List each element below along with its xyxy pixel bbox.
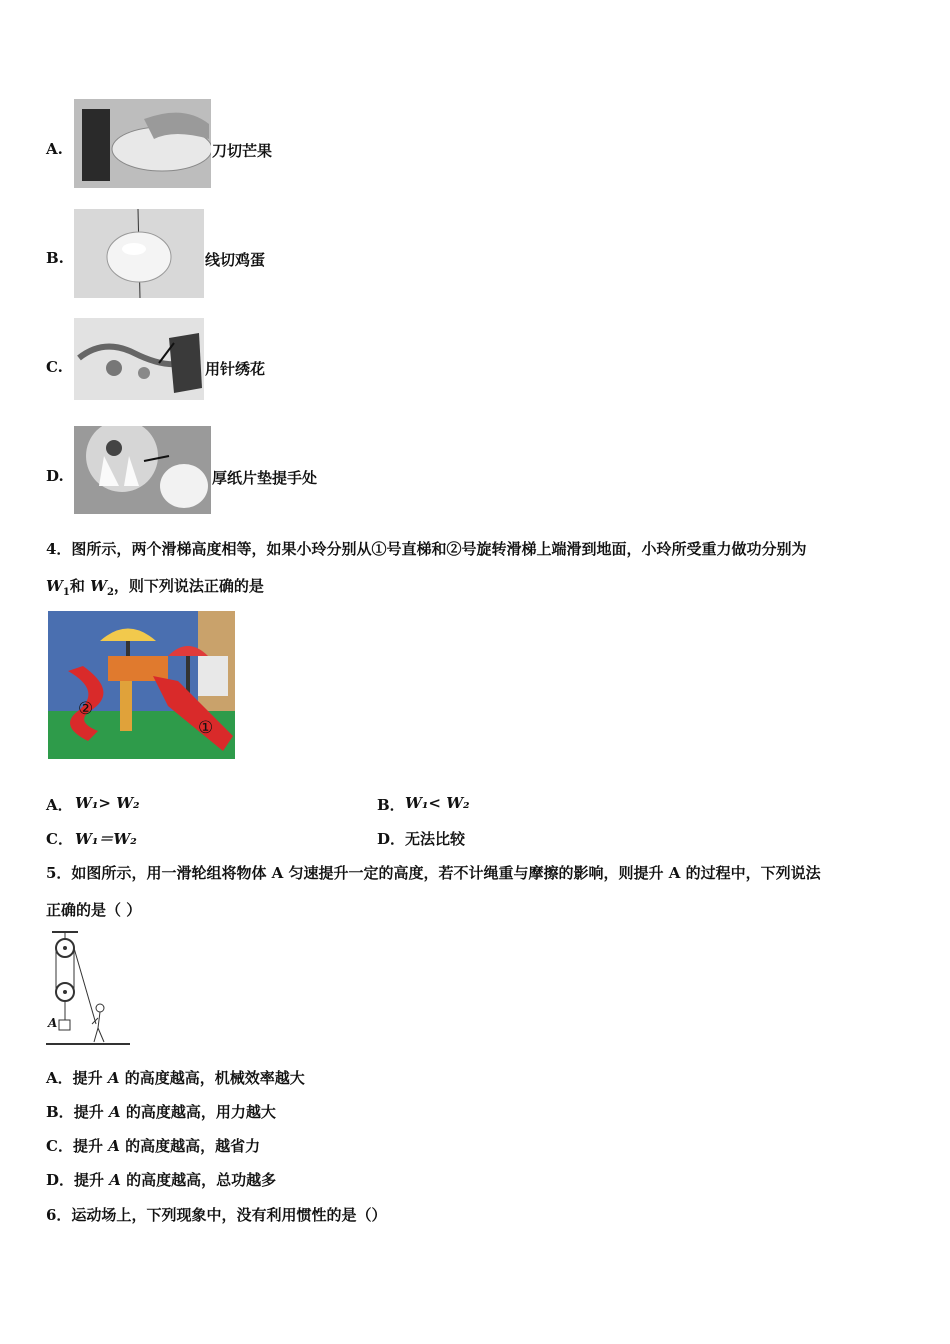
q4-answer-a-text: W₁> W₂ — [75, 794, 140, 812]
q5-option-d-var: A — [109, 1171, 121, 1189]
q4-rest: ，则下列说法正确的是 — [113, 577, 264, 595]
paper-handle-photo-icon — [74, 426, 211, 514]
q5-option-d-pre: 提升 — [74, 1171, 105, 1189]
q4-answer-c-text: W₁＝W₂ — [75, 830, 137, 848]
q5-option-a — [46, 1067, 305, 1088]
q4-and: 和 — [69, 577, 85, 595]
q5-option-b-pre: 提升 — [73, 1103, 104, 1121]
q4-answer-d-text: 无法比较 — [405, 830, 466, 848]
q4-answer-c-letter: C． — [46, 830, 73, 848]
q4-stem-line1: 4．图所示，两个滑梯高度相等，如果小玲分别从①号直梯和②号旋转滑梯上端滑到地面，小玲所受重力做功分别为 — [46, 540, 807, 558]
q5-option-c-var: A — [108, 1137, 120, 1155]
q5-option-b — [46, 1101, 276, 1122]
q5-option-d-letter: D． — [46, 1171, 75, 1189]
needle-embroidery-photo-icon — [74, 318, 204, 400]
option-a-caption: 刀切芒果 — [212, 142, 273, 160]
pulley-label-a: A — [48, 1016, 58, 1030]
q5-option-b-post: 的高度越高，用力越大 — [125, 1103, 276, 1121]
q5-stem-line2: 正确的是（ ） — [46, 901, 142, 919]
option-d-caption: 厚纸片垫提手处 — [212, 469, 318, 487]
q4-w1: W — [46, 577, 63, 595]
q5-option-a-letter: A． — [46, 1069, 73, 1087]
q4-w2-sub: 2 — [106, 587, 114, 598]
q5-option-d — [46, 1169, 276, 1190]
slide-label-1: ① — [198, 718, 214, 738]
q4-answer-a-letter: A． — [46, 796, 73, 814]
q5-option-a-post: 的高度越高，机械效率越大 — [124, 1069, 305, 1087]
q5-option-a-pre: 提升 — [72, 1069, 103, 1087]
q5-option-c-pre: 提升 — [72, 1137, 103, 1155]
option-a-letter: A. — [46, 140, 63, 158]
q4-answer-b-text: W₁< W₂ — [405, 794, 470, 812]
thread-egg-photo-icon — [74, 209, 204, 298]
q4-stem-line2 — [46, 575, 264, 598]
slides-photo-icon — [48, 611, 235, 759]
option-d-letter: D. — [46, 467, 64, 485]
q5-option-c-post: 的高度越高，越省力 — [125, 1137, 261, 1155]
q5-option-b-letter: B． — [46, 1103, 74, 1121]
q5-stem-line1: 5．如图所示，用一滑轮组将物体 A 匀速提升一定的高度，若不计绳重与摩擦的影响，则提升 A 的过程中，下列说法 — [46, 864, 821, 882]
q5-option-c-letter: C． — [46, 1137, 73, 1155]
q5-option-b-var: A — [108, 1103, 121, 1121]
option-c-caption: 用针绣花 — [205, 360, 266, 378]
q4-w2: W — [90, 577, 107, 595]
q5-option-c — [46, 1135, 260, 1156]
q4-w1-sub: 1 — [62, 587, 70, 598]
q4-answer-d-letter: D． — [377, 830, 406, 848]
option-b-caption: 线切鸡蛋 — [205, 251, 266, 269]
slide-label-2: ② — [78, 699, 94, 719]
q4-answer-b-letter: B． — [377, 796, 405, 814]
knife-mango-photo-icon — [74, 99, 211, 188]
q5-option-a-var: A — [107, 1069, 120, 1087]
q5-option-d-post: 的高度越高，总功越多 — [126, 1171, 277, 1189]
option-c-letter: C. — [46, 358, 63, 376]
pulley-diagram-icon — [44, 928, 134, 1050]
option-b-letter: B. — [46, 249, 64, 267]
q6-stem-line1: 6．运动场上，下列现象中，没有利用惯性的是（） — [46, 1206, 387, 1224]
